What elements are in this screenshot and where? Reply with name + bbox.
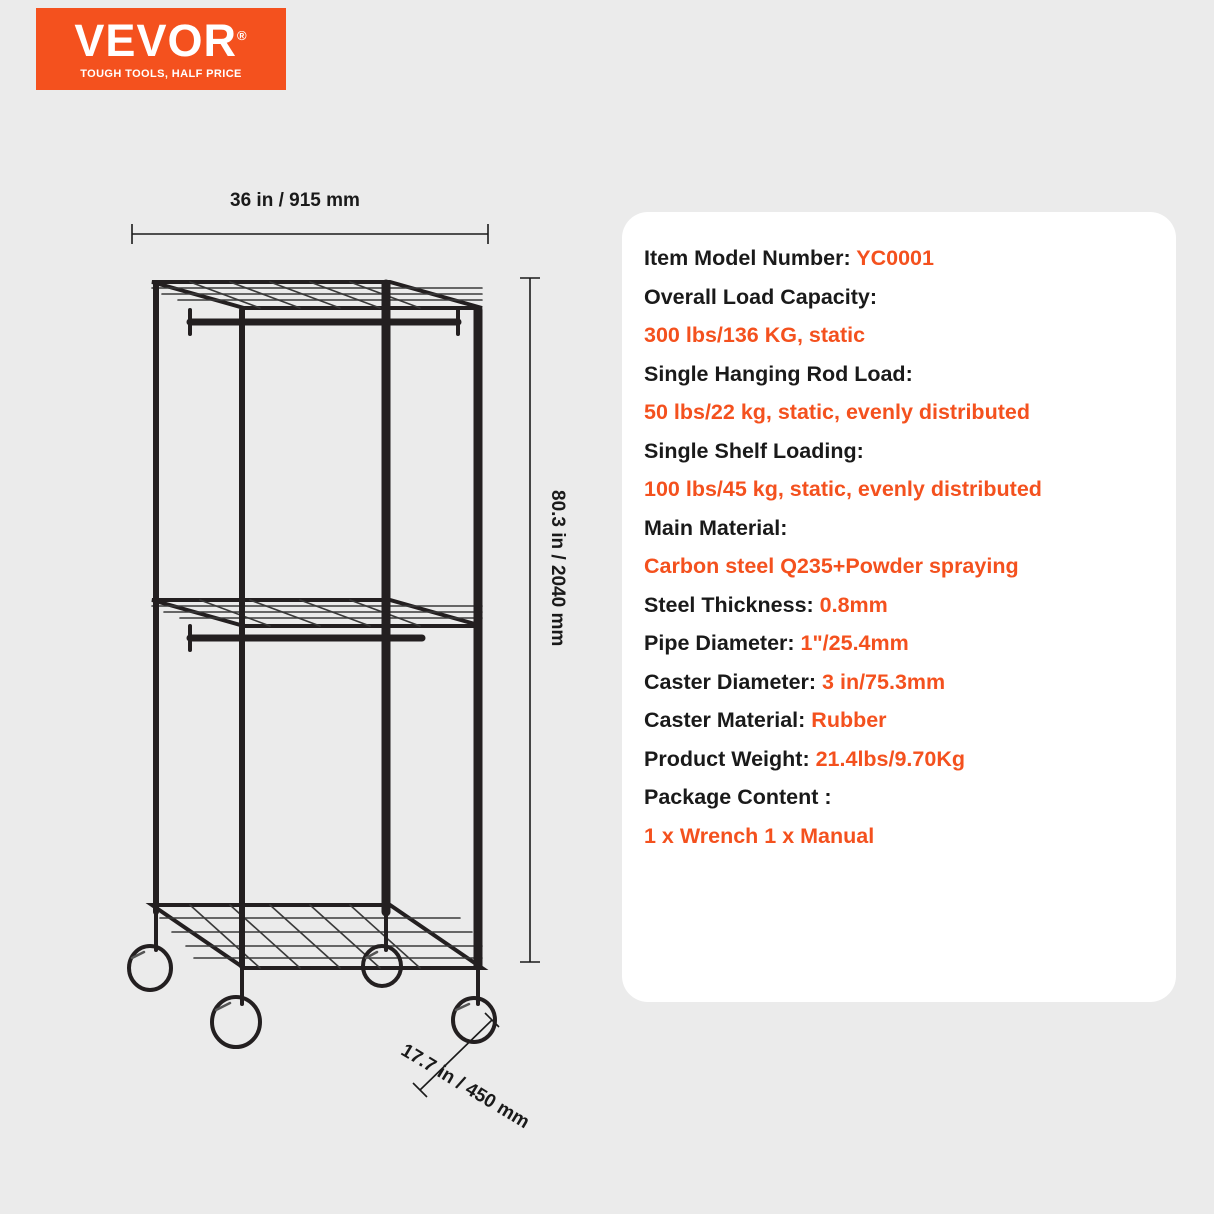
product-diagram — [90, 160, 610, 1134]
spec-label: Item Model Number: — [644, 246, 857, 270]
brand-tagline: TOUGH TOOLS, HALF PRICE — [80, 68, 242, 80]
spec-row — [644, 361, 1176, 386]
spec-row — [644, 248, 1176, 270]
spec-row — [644, 438, 1176, 463]
spec-value: Carbon steel Q235+Powder spraying — [644, 554, 1019, 578]
registered-mark: ® — [236, 28, 248, 43]
spec-row — [644, 515, 1176, 540]
spec-row — [644, 592, 1176, 617]
spec-label: Single Shelf Loading: — [644, 438, 864, 463]
spec-label: Main Material: — [644, 515, 788, 540]
spec-row — [644, 402, 1176, 424]
spec-row — [644, 823, 1176, 848]
spec-value: Rubber — [811, 708, 887, 732]
spec-row — [644, 479, 1176, 501]
spec-value: 1 x Wrench 1 x Manual — [644, 823, 875, 848]
dimension-depth-label: 17.7 in / 450 mm — [397, 1040, 533, 1134]
spec-row — [644, 633, 1176, 655]
spec-label: Package Content : — [644, 785, 832, 809]
spec-value: 21.4lbs/9.70Kg — [815, 746, 965, 771]
spec-row — [644, 787, 1176, 809]
spec-label: Product Weight: — [644, 746, 816, 771]
spec-row — [644, 325, 1176, 347]
dimension-width-label: 36 in / 915 mm — [230, 190, 360, 211]
brand-name: VEVOR — [74, 15, 237, 66]
spec-row — [644, 556, 1176, 578]
spec-value: 3 in/75.3mm — [822, 669, 946, 694]
spec-label: Caster Diameter: — [644, 669, 823, 694]
spec-row — [644, 710, 1176, 732]
spec-label: Overall Load Capacity: — [644, 284, 877, 309]
spec-value: 1"/25.4mm — [800, 631, 909, 655]
spec-label: Single Hanging Rod Load: — [644, 361, 913, 386]
dimension-height-label: 80.3 in / 2040 mm — [547, 490, 568, 647]
spec-label: Caster Material: — [644, 708, 812, 732]
garment-rack-drawing — [90, 160, 610, 1120]
spec-value: 300 lbs/136 KG, static — [644, 323, 866, 347]
spec-label: Pipe Diameter: — [644, 631, 801, 655]
spec-value: 0.8mm — [819, 592, 888, 617]
brand-wordmark — [74, 15, 248, 66]
specification-list — [644, 248, 1176, 847]
spec-row — [644, 284, 1176, 309]
spec-value: 50 lbs/22 kg, static, evenly distributed — [644, 400, 1030, 424]
spec-row — [644, 669, 1176, 694]
vevor-logo — [36, 8, 286, 90]
spec-label: Steel Thickness: — [644, 592, 820, 617]
specification-card — [622, 212, 1176, 1002]
spec-row — [644, 746, 1176, 771]
spec-value: YC0001 — [856, 246, 934, 270]
spec-value: 100 lbs/45 kg, static, evenly distributed — [644, 477, 1042, 501]
